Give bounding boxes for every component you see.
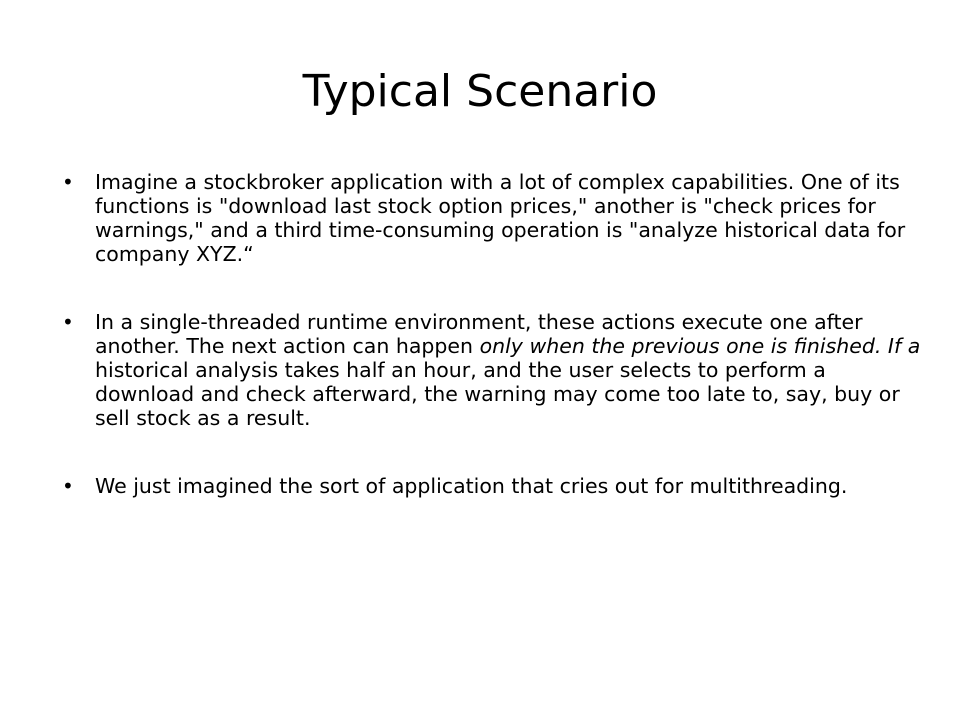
bullet-dot-icon: • [62,170,74,194]
bullet-text-italic: only when the previous one is finished. If a [479,334,921,358]
bullet-text-end: historical analysis takes half an hour, and the user selects to perform a download and check afterward, the warning may come too late to, say, buy or sell stock as a result. [95,358,900,430]
bullet-text [95,310,920,430]
bullet-item-2 [62,310,922,430]
bullet-item-1 [62,170,922,266]
bullet-item-3 [62,474,922,498]
bullet-text: We just imagined the sort of application that cries out for multithreading. [95,474,848,498]
bullet-text: Imagine a stockbroker application with a lot of complex capabilities. One of its functions is "download last stock option prices," another is "check prices for warnings," and a third time-consuming operation is "analyze historical data for company XYZ.“ [95,170,906,266]
bullet-dot-icon: • [62,474,74,498]
bullet-text-start: In a single-threaded runtime environment, these actions execute one after another. The next action can happen [95,310,863,358]
slide-title: Typical Scenario [302,66,658,117]
bullet-dot-icon: • [62,310,74,334]
bullet-list [62,170,922,542]
